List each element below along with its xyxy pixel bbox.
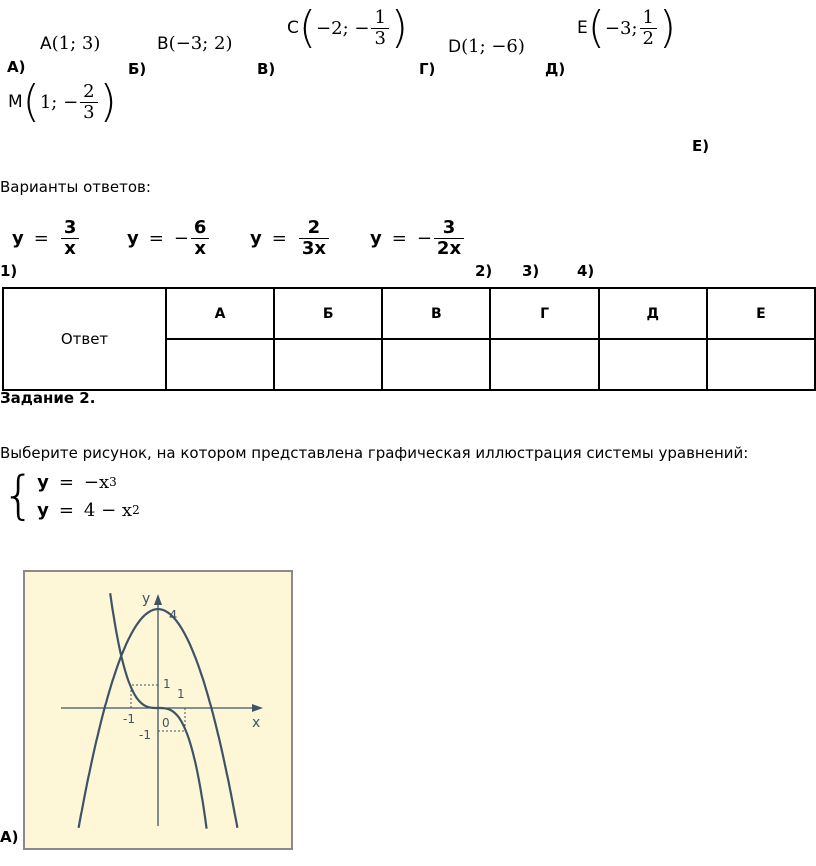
point-e-fraction: $\frac{1}{2}$ <box>640 8 657 49</box>
header-cell-v: В <box>382 288 490 339</box>
point-e-name: E <box>577 18 588 38</box>
answer-cell-g[interactable] <box>490 339 598 390</box>
point-b-coords: (−3; 2) <box>168 33 233 54</box>
point-e: E ( −3; $\frac{1}{2}$ ) <box>577 2 677 53</box>
x-axis-label: x <box>252 715 261 731</box>
tick-zero: 0 <box>162 716 170 730</box>
variant-2: y = − $\frac{6}{x}$ <box>127 218 211 259</box>
point-m-fraction: $\frac{2}{3}$ <box>80 82 97 123</box>
answer-cell-b[interactable] <box>274 339 382 390</box>
variant-4-label: 4) <box>577 262 595 280</box>
option-f-label: Е) <box>692 137 710 155</box>
point-a-coords: (1; 3) <box>51 33 101 54</box>
task2-title: Задание 2. <box>0 389 96 407</box>
variant-4: y = − $\frac{3}{2x}$ <box>370 218 466 259</box>
point-c-name: C <box>287 18 299 38</box>
header-cell-a: А <box>166 288 274 339</box>
variant-2-label: 2) <box>475 262 493 280</box>
answer-cell-e[interactable] <box>707 339 815 390</box>
point-b <box>157 33 233 54</box>
y-axis-label: y <box>142 591 151 607</box>
point-c-coord-x: −2; − <box>316 17 370 39</box>
point-d-name: D <box>448 36 462 57</box>
option-b-label: Б) <box>128 60 147 78</box>
option-d-label: Г) <box>419 60 436 78</box>
graph-a[interactable] <box>23 570 293 850</box>
variant-3-label: 3) <box>522 262 540 280</box>
answer-cell-v[interactable] <box>382 339 490 390</box>
header-cell-d: Д <box>599 288 707 339</box>
variant-3: y = $\frac{2}{3x}$ <box>250 218 331 259</box>
point-a <box>40 33 100 54</box>
tick-four: 4 <box>169 609 178 624</box>
point-m-name: M <box>8 92 23 112</box>
equation-1: y = −x 3 <box>37 471 117 493</box>
point-d-coords: (1; −6) <box>461 36 525 57</box>
answer-table <box>2 287 816 391</box>
system-brace: { <box>2 466 36 526</box>
point-m: M ( 1; − $\frac{2}{3}$ ) <box>8 76 117 127</box>
tick-one-y: 1 <box>163 677 171 691</box>
answer-cell-a[interactable] <box>166 339 274 390</box>
graph-option-label: А) <box>0 828 19 846</box>
point-m-coord-x: 1; − <box>39 91 79 113</box>
answer-row-label: Ответ <box>3 288 166 390</box>
header-cell-e: Е <box>707 288 815 339</box>
task2-question: Выберите рисунок, на котором представлена графическая иллюстрация системы уравнений: <box>0 444 749 462</box>
variant-1-label: 1) <box>0 262 18 280</box>
point-c: C ( −2; − $\frac{1}{3}$ ) <box>287 2 409 53</box>
equation-system <box>2 468 140 524</box>
option-e-label: Д) <box>545 60 566 78</box>
header-cell-b: Б <box>274 288 382 339</box>
tick-one-x: 1 <box>177 687 185 701</box>
option-c-label: В) <box>257 60 276 78</box>
point-b-name: B <box>157 33 169 54</box>
equation-2: y = 4 − x 2 <box>37 499 140 521</box>
answer-cell-d[interactable] <box>599 339 707 390</box>
tick-minus-one-x: -1 <box>123 712 135 726</box>
header-cell-g: Г <box>490 288 598 339</box>
option-a-label: А) <box>7 58 26 76</box>
point-c-fraction: $\frac{1}{3}$ <box>371 8 388 49</box>
point-e-coord-x: −3; <box>604 17 638 39</box>
variants-title: Варианты ответов: <box>0 178 151 196</box>
variant-1: y = $\frac{3}{x}$ <box>12 218 81 259</box>
tick-minus-one-y: -1 <box>139 728 151 742</box>
point-a-name: A <box>40 33 52 54</box>
point-d <box>448 36 525 57</box>
